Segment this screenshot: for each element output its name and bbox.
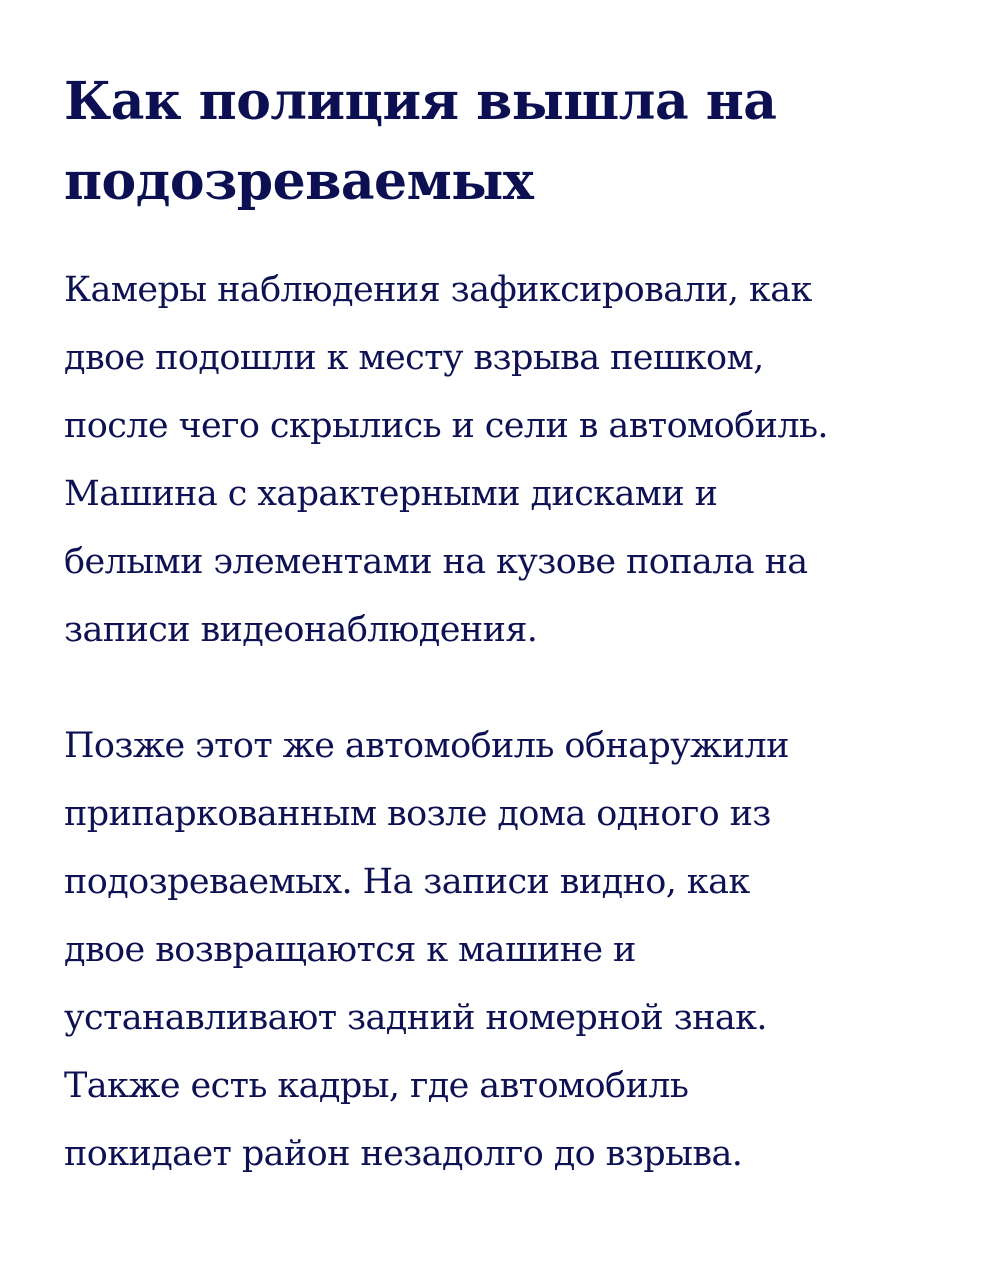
paragraph-line: двое подошли к месту взрыва пешком, <box>64 338 764 378</box>
paragraph-line: двое возвращаются к машине и <box>64 930 636 970</box>
paragraph-line: подозреваемых. На записи видно, как <box>64 862 750 902</box>
paragraph-line: записи видеонаблюдения. <box>64 610 538 650</box>
paragraph-line: после чего скрылись и сели в автомобиль. <box>64 406 828 446</box>
paragraph-line: покидает район незадолго до взрыва. <box>64 1134 743 1174</box>
article-headline <box>64 62 964 222</box>
paragraph-line: Позже этот же автомобиль обнаружили <box>64 726 789 766</box>
paragraph-line: припаркованным возле дома одного из <box>64 794 771 834</box>
headline-line: подозреваемых <box>64 151 534 212</box>
paragraph-line: устанавливают задний номерной знак. <box>64 998 767 1038</box>
paragraph-line: белыми элементами на кузове попала на <box>64 542 808 582</box>
article-paragraph-1 <box>64 256 964 664</box>
paragraph-line: Также есть кадры, где автомобиль <box>64 1066 689 1106</box>
article <box>64 62 964 1188</box>
paragraph-line: Машина с характерными дисками и <box>64 474 718 514</box>
article-paragraph-2 <box>64 712 964 1188</box>
paragraph-line: Камеры наблюдения зафиксировали, как <box>64 270 812 310</box>
headline-line: Как полиция вышла на <box>64 71 777 132</box>
